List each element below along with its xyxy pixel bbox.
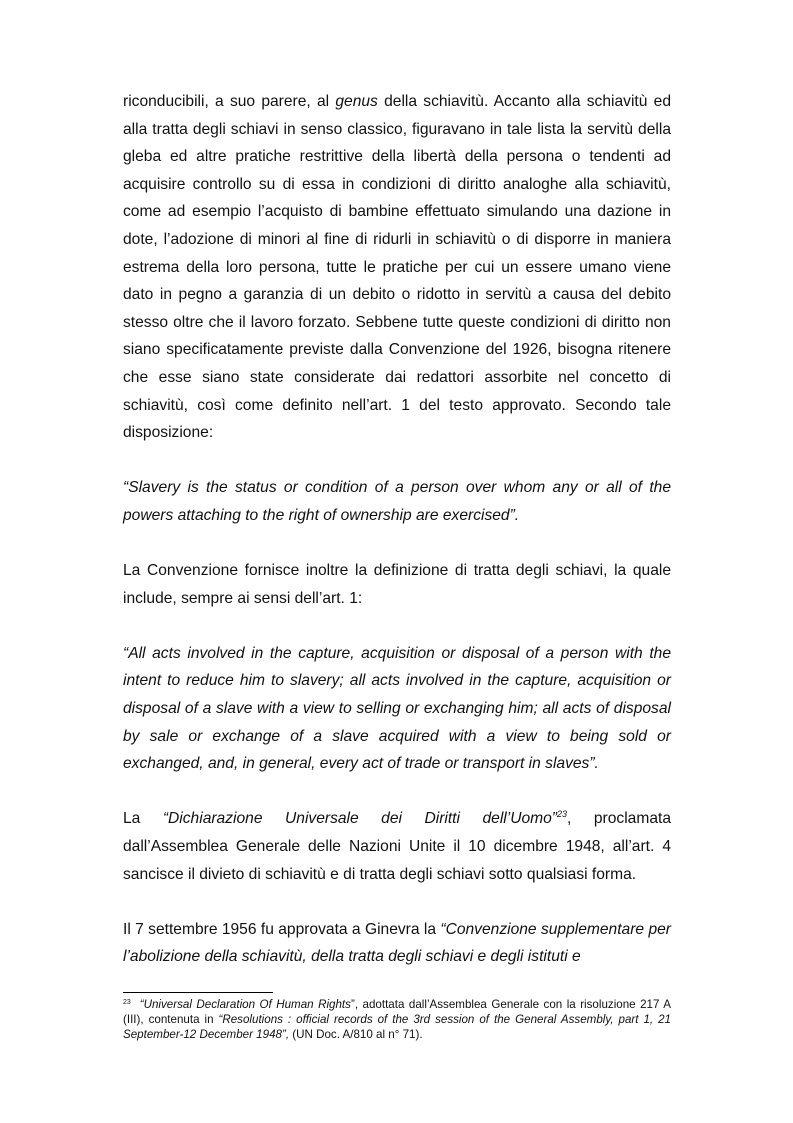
paragraph-text: riconducibili, a suo parere, al [123,93,336,110]
footnote-title: “Universal Declaration Of Human Rights [139,998,351,1011]
footnote-separator [123,992,273,993]
footnote-source: “Resolutions : official records of the 3rd session of the General Assembly, part 1, 21 September-12 December 1948”, [123,1013,671,1041]
paragraph-slavery-practices [123,88,671,447]
quote-slavery-definition: “Slavery is the status or condition of a person over whom any or all of the powers attaching to the right of ownership are exercised”. [123,479,671,524]
paragraph-supplementary-convention [123,916,671,971]
declaration-title: “Dichiarazione Universale dei Diritti dell’Uomo” [162,810,558,828]
paragraph-text: , proclamata dall’Assemblea Generale delle Nazioni Unite il 10 dicembre 1948, all’art. 4 sancisce il divieto di schiavitù e di tratta degli schiavi sotto qualsiasi forma. [123,810,671,883]
paragraph-text: della schiavitù. Accanto alla schiavitù ed alla tratta degli schiavi in senso classico, figuravano in tale lista la servitù della gleba ed altre pratiche restrittive della libertà della persona o tendenti ad acquisire controllo su di essa in condizioni di diritto analoghe alla schiavitù, come ad esempio l’acquisto di bambine effettuato simulando una dazione in dote, l’adozione di minori al fine di ridurli in schiavitù o di disporre in maniera estrema della loro persona, tutte le pratiche per cui un essere umano viene dato in pegno a garanzia di un debito o ridotto in servitù a causa del debito stesso oltre che il lavoro forzato. Sebbene tutte queste condizioni di diritto non siano specificatamente previste dalla Convenzione del 1926, bisogna ritenere che esse siano state considerate dai redattori assorbite nel concetto di schiavitù, così come definito nell’art. 1 del testo approvato. Secondo tale disposizione: [123,93,672,442]
footnote-number: 23 [123,999,131,1006]
footnote-reference[interactable]: 23 [557,809,568,820]
paragraph-universal-declaration [123,805,671,888]
footnote-text: (UN Doc. A/810 al n° 71). [289,1028,423,1041]
paragraph-slave-trade-intro: La Convenzione fornisce inoltre la definizione di tratta degli schiavi, la quale include, sempre ai sensi dell’art. 1: [123,562,671,607]
footnote [123,997,671,1042]
footnote-text: ”, adottata dall’Assemblea Generale con la risoluzione 217 A (III), contenuta in [123,998,672,1026]
document-body [123,88,671,971]
paragraph-text: Il 7 settembre 1956 fu approvata a Ginevra la [123,920,441,938]
quote-slave-trade-definition: “All acts involved in the capture, acquisition or disposal of a person with the intent to reduce him to slavery; all acts involved in the capture, acquisition or disposal of a slave with a view to selling or exchanging him; all acts of disposal by sale or exchange of a slave acquired with a view to being sold or exchanged, and, in general, every act of trade or transport in slaves”. [123,644,671,773]
emphasis-genus: genus [335,93,378,110]
paragraph-text: La [123,810,163,828]
convention-title: “Convenzione supplementare per l’abolizione della schiavitù, della tratta degli schiavi e degli istituti e [123,920,671,966]
